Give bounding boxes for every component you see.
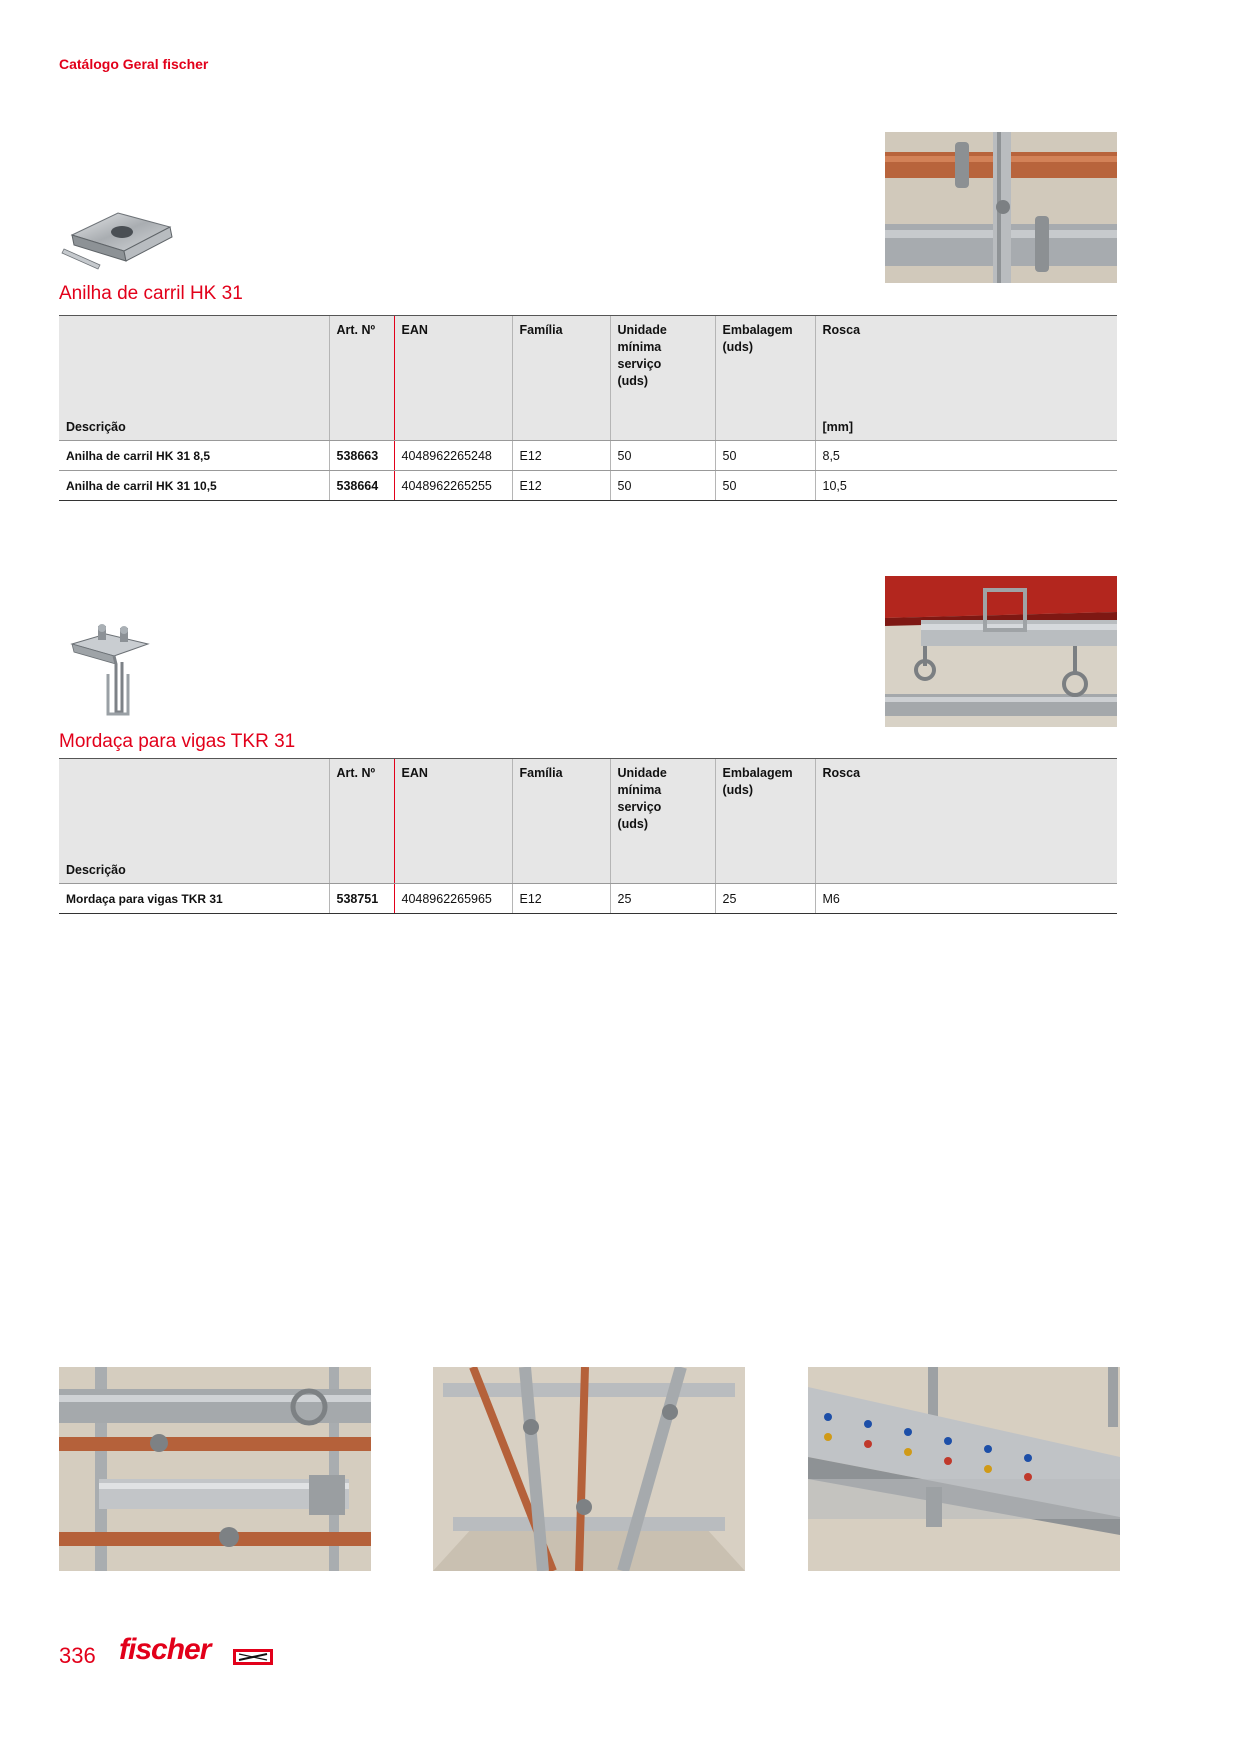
installation-photo-beam-clamp bbox=[885, 576, 1117, 727]
spec-table-hk31 bbox=[59, 315, 1117, 501]
table-row bbox=[59, 471, 1117, 501]
cell-familia: E12 bbox=[512, 471, 610, 501]
col-header-familia: Família bbox=[512, 316, 610, 441]
section-title-tkr31: Mordaça para vigas TKR 31 bbox=[59, 731, 296, 752]
cell-descricao: Mordaça para vigas TKR 31 bbox=[59, 884, 329, 914]
section-title-hk31: Anilha de carril HK 31 bbox=[59, 283, 243, 304]
cell-art: 538663 bbox=[329, 441, 394, 471]
cell-ean: 4048962265248 bbox=[394, 441, 512, 471]
cell-embalagem: 50 bbox=[715, 471, 815, 501]
cell-ean: 4048962265965 bbox=[394, 884, 512, 914]
cell-art: 538751 bbox=[329, 884, 394, 914]
catalog-header-label: Catálogo Geral fischer bbox=[59, 56, 209, 72]
col-header-rosca: Rosca bbox=[815, 759, 1117, 884]
cell-descricao: Anilha de carril HK 31 8,5 bbox=[59, 441, 329, 471]
col-header-art: Art. Nº bbox=[329, 759, 394, 884]
col-header-embalagem: Embalagem (uds) bbox=[715, 759, 815, 884]
table-header-row bbox=[59, 759, 1117, 884]
cell-unidade: 25 bbox=[610, 884, 715, 914]
brand-logo: fischer bbox=[119, 1633, 211, 1666]
installation-photo-pipe-rack bbox=[59, 1367, 371, 1571]
installation-photo-pipes-rail-washer bbox=[885, 132, 1117, 283]
cell-embalagem: 25 bbox=[715, 884, 815, 914]
table-header-row bbox=[59, 316, 1117, 441]
rail-washer-icon bbox=[60, 205, 180, 275]
col-header-descricao: Descrição bbox=[59, 759, 329, 884]
beam-clamp-icon bbox=[62, 622, 158, 718]
col-header-ean: EAN bbox=[394, 316, 512, 441]
brand-logo-mark-icon bbox=[233, 1649, 273, 1665]
spec-table-tkr31 bbox=[59, 758, 1117, 914]
col-header-familia: Família bbox=[512, 759, 610, 884]
cell-unidade: 50 bbox=[610, 441, 715, 471]
cell-art: 538664 bbox=[329, 471, 394, 501]
cell-descricao: Anilha de carril HK 31 10,5 bbox=[59, 471, 329, 501]
cell-rosca: M6 bbox=[815, 884, 1117, 914]
table-row bbox=[59, 441, 1117, 471]
col-header-art: Art. Nº bbox=[329, 316, 394, 441]
col-header-rosca: Rosca [mm] bbox=[815, 316, 1117, 441]
col-header-embalagem: Embalagem (uds) bbox=[715, 316, 815, 441]
cell-ean: 4048962265255 bbox=[394, 471, 512, 501]
cell-rosca: 8,5 bbox=[815, 441, 1117, 471]
cell-familia: E12 bbox=[512, 441, 610, 471]
installation-photo-cable-tray bbox=[808, 1367, 1120, 1571]
cell-familia: E12 bbox=[512, 884, 610, 914]
table-row bbox=[59, 884, 1117, 914]
page-number: 336 bbox=[59, 1643, 96, 1668]
cell-rosca: 10,5 bbox=[815, 471, 1117, 501]
col-header-unidade: Unidade mínima serviço (uds) bbox=[610, 759, 715, 884]
cell-unidade: 50 bbox=[610, 471, 715, 501]
installation-photo-ceiling-pipes bbox=[433, 1367, 745, 1571]
col-header-unidade: Unidade mínima serviço (uds) bbox=[610, 316, 715, 441]
cell-embalagem: 50 bbox=[715, 441, 815, 471]
col-header-descricao: Descrição bbox=[59, 316, 329, 441]
col-header-ean: EAN bbox=[394, 759, 512, 884]
